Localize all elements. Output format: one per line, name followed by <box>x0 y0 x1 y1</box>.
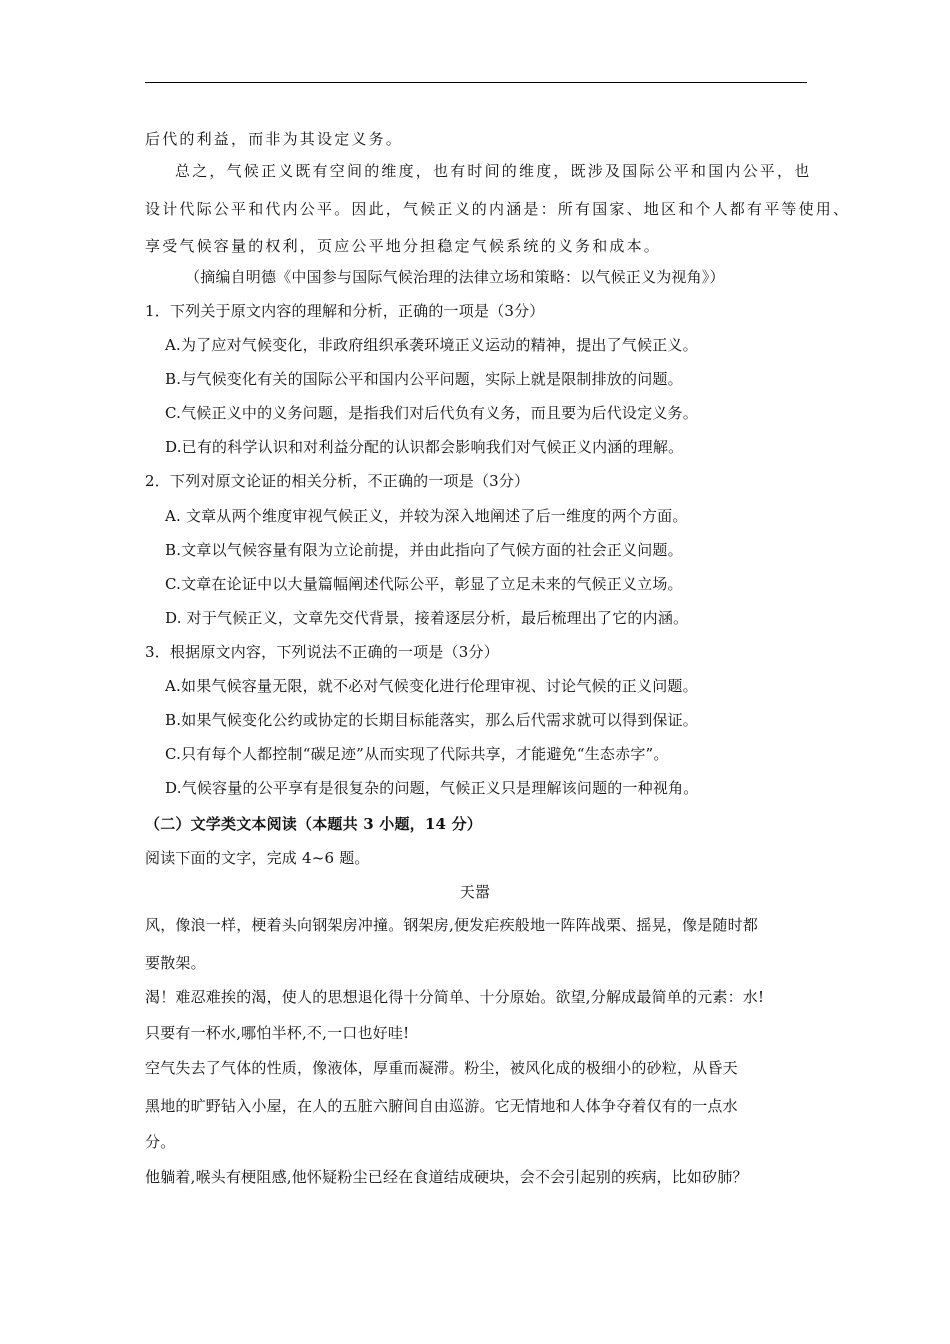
question-stem: 2．下列对原文论证的相关分析，不正确的一项是（3分） <box>145 472 530 490</box>
story-line: 他躺着,喉头有梗阻感,他怀疑粉尘已经在食道结成硬块，会不会引起别的疾病，比如矽肺？ <box>145 1168 748 1186</box>
question-option: B.文章以气候容量有限为立论前提，并由此指向了气候方面的社会正义问题。 <box>165 541 683 559</box>
passage-line: 后代的利益，而非为其设定义务。 <box>145 130 404 148</box>
question-option: A.为了应对气候变化，非政府组织承袭环境正义运动的精神，提出了气候正义。 <box>165 336 698 354</box>
question-option: A.如果气候容量无限，就不必对气候变化进行伦理审视、讨论气候的正义问题。 <box>165 677 698 695</box>
section-instruction: 阅读下面的文字，完成 4~6 题。 <box>145 849 370 867</box>
story-line: 空气失去了气体的性质，像液体，厚重而凝滞。粉尘，被风化成的极细小的砂粒，从昏天 <box>145 1059 738 1077</box>
section-heading: （二）文学类文本阅读（本题共 3 小题，14 分） <box>145 815 482 833</box>
question-option: D.已有的科学认识和对利益分配的认识都会影响我们对气候正义内涵的理解。 <box>165 438 684 456</box>
question-option: B.与气候变化有关的国际公平和国内公平问题，实际上就是限制排放的问题。 <box>165 370 683 388</box>
story-line: 黑地的旷野钻入小屋，在人的五脏六腑间自由巡游。它无情地和人体争夺着仅有的一点水 <box>145 1097 738 1115</box>
question-stem: 1．下列关于原文内容的理解和分析，正确的一项是（3分） <box>145 302 545 320</box>
question-option: A. 文章从两个维度审视气候正义，并较为深入地阐述了后一维度的两个方面。 <box>165 507 688 525</box>
story-line: 风，像浪一样，梗着头向钢架房冲撞。钢架房,便发疟疾般地一阵阵战栗、摇晃，像是随时都 <box>145 916 758 934</box>
story-line: 要散架。 <box>145 954 206 972</box>
question-option: C.文章在论证中以大量篇幅阐述代际公平，彰显了立足未来的气候正义立场。 <box>165 575 683 593</box>
source-citation: （摘编自明德《中国参与国际气候治理的法律立场和策略：以气候正义为视角》） <box>185 268 725 286</box>
header-rule <box>145 82 807 83</box>
passage-line: 享受气候容量的权利，页应公平地分担稳定气候系统的义务和成本。 <box>145 237 662 255</box>
passage-line: 总之，气候正义既有空间的维度，也有时间的维度，既涉及国际公平和国内公平，也 <box>175 162 812 180</box>
question-option: D.气候容量的公平享有是很复杂的问题，气候正义只是理解该问题的一种视角。 <box>165 779 699 797</box>
question-stem: 3．根据原文内容，下列说法不正确的一项是（3分） <box>145 643 499 661</box>
story-line: 只要有一杯水,哪怕半杯,不,一口也好哇! <box>145 1024 410 1042</box>
story-line: 渴！难忍难挨的渴，使人的思想退化得十分简单、十分原始。欲望,分解成最简单的元素：水! <box>145 988 765 1006</box>
passage-line: 设计代际公平和代内公平。因此，气候正义的内涵是：所有国家、地区和个人都有平等使用、 <box>145 200 851 218</box>
question-option: B.如果气候变化公约或协定的长期目标能落实，那么后代需求就可以得到保证。 <box>165 711 698 729</box>
story-line: 分。 <box>145 1133 176 1151</box>
question-option: C.只有每个人都控制“碳足迹”从而实现了代际共享，才能避免“生态赤字”。 <box>165 745 669 763</box>
story-title: 天嚣 <box>459 883 491 901</box>
question-option: D. 对于气候正义，文章先交代背景，接着逐层分析，最后梳理出了它的内涵。 <box>165 609 689 627</box>
question-option: C.气候正义中的义务问题，是指我们对后代负有义务，而且要为后代设定义务。 <box>165 404 698 422</box>
